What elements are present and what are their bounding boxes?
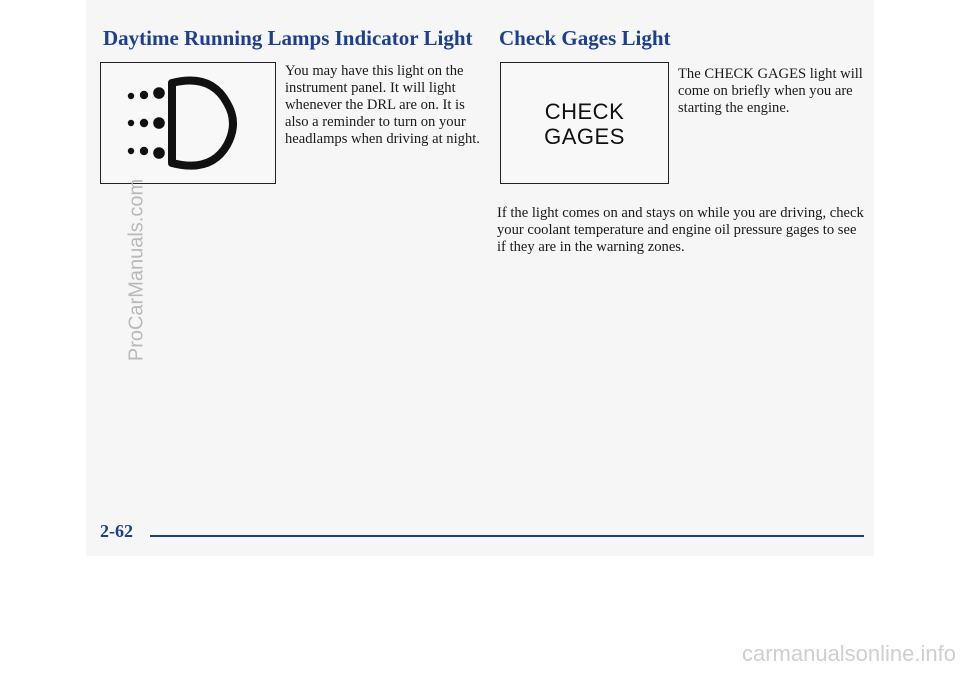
check-gages-light-figure <box>500 62 669 184</box>
manual-page <box>86 0 874 556</box>
drl-indicator-figure <box>100 62 276 184</box>
side-watermark: ProCarManuals.com <box>125 178 148 362</box>
check-gages-warning-paragraph: If the light comes on and stays on while you are driving, check your coolant temperature and engine oil pressure gages to see if they are in the warning zones. <box>497 205 864 255</box>
check-label: CHECK <box>544 99 625 124</box>
page-number: 2-62 <box>100 521 133 541</box>
check-gages-description: The CHECK GAGES light will come on briefly when you are starting the engine. <box>678 66 863 116</box>
bottom-watermark: carmanualsonline.info <box>741 641 956 666</box>
drl-indicator-heading: Daytime Running Lamps Indicator Light <box>103 26 473 50</box>
footer-rule <box>150 535 864 537</box>
gages-label: GAGES <box>544 124 625 149</box>
daytime-running-lamps-icon <box>101 63 274 182</box>
drl-indicator-description: You may have this light on the instrument panel. It will light whenever the DRL are on. It is also a reminder to turn on your headlamps when driving at night. <box>285 63 480 147</box>
check-gages-heading: Check Gages Light <box>499 26 671 50</box>
